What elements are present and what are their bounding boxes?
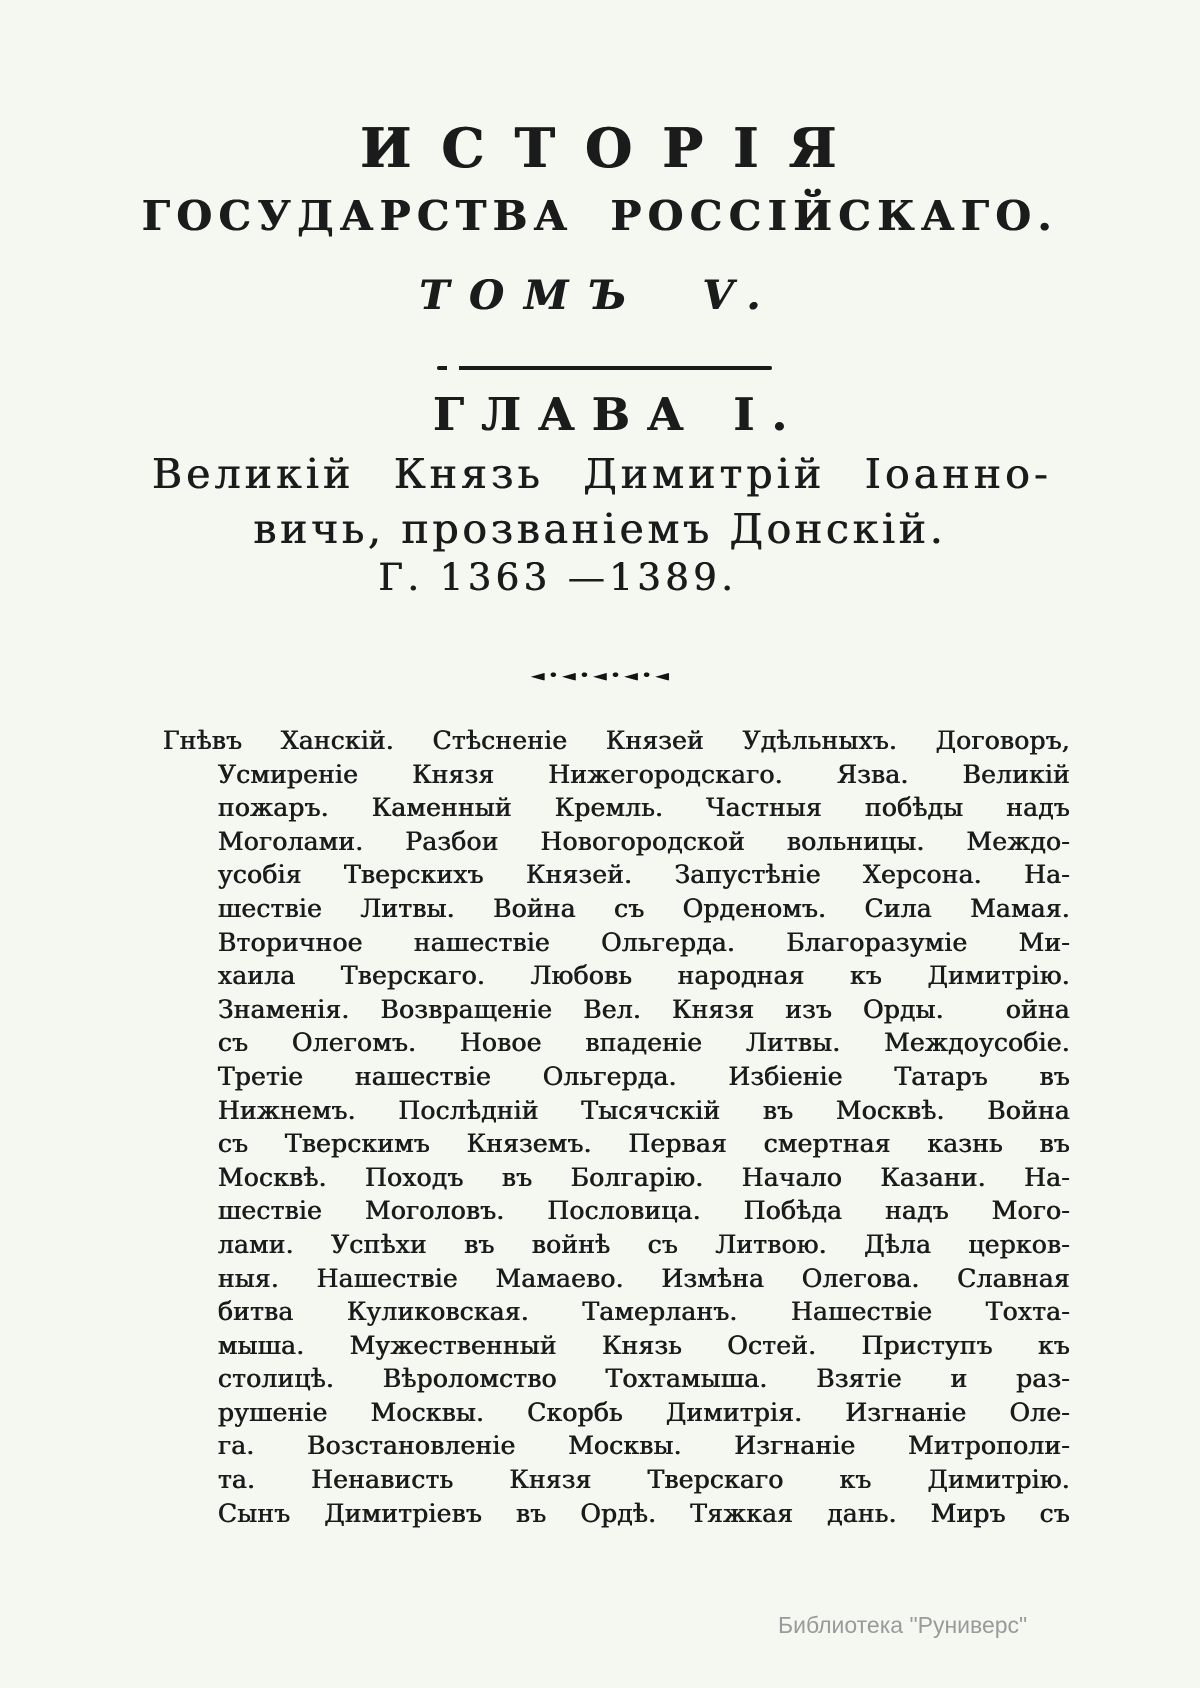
ornament-divider-icon: ◄•◄•◄•◄•◄ [531,667,673,685]
summary-line: ныя. Нашествіе Мамаево. Измѣна Олегова. Славная [218,1263,1070,1293]
summary-line: га. Возстановленіе Москвы. Изгнаніе Митрополи- [218,1431,1070,1461]
summary-line: Знаменія. Возвращеніе Вел. Князя изъ Орды. ойна [218,994,1070,1024]
summary-line: Моголами. Разбои Новогородской вольницы. Междо- [218,826,1070,856]
chapter-heading: ГЛАВА I. [433,388,805,441]
summary-line: Сынъ Димитріевъ въ Ордѣ. Тяжкая дань. Миръ съ [218,1498,1070,1528]
volume-number: ТОМЪ V. [419,272,781,319]
summary-line: шествіе Литвы. Война съ Орденомъ. Сила Мамая. [218,893,1070,923]
chapter-summary [163,724,1070,1530]
summary-line: хаила Тверскаго. Любовь народная къ Димитрію. [218,961,1070,991]
summary-line: усобія Тверскихъ Князей. Запустѣніе Херсона. На- [218,860,1070,890]
summary-line: Москвѣ. Походъ въ Болгарію. Начало Казани. На- [218,1162,1070,1192]
chapter-years: Г. 1363 —1389. [378,556,738,599]
summary-line: Гнѣвъ Ханскій. Стѣсненіе Князей Удѣльныхъ. Договоръ, [163,726,1070,755]
summary-line: рушеніе Москвы. Скорбь Димитрія. Изгнаніе Оле- [218,1397,1070,1427]
work-subtitle: ГОСУДАРСТВА РОССІЙСКАГО. [141,192,1059,240]
chapter-title-line-1: Великій Князь Димитрій Іоанно- [152,450,1052,498]
summary-line: пожаръ. Каменный Кремль. Частныя побѣды надъ [218,793,1070,823]
summary-line: мыша. Мужественный Князь Остей. Приступъ къ [218,1330,1070,1360]
summary-line: шествіе Моголовъ. Пословица. Побѣда надъ Мого- [218,1196,1070,1226]
summary-line: Вторичное нашествіе Ольгерда. Благоразуміе Ми- [218,927,1070,957]
work-title: ИСТОРІЯ [360,116,867,180]
summary-line: лами. Успѣхи въ войнѣ съ Литвою. Дѣла церков- [218,1229,1070,1259]
chapter-title-line-2: вичь, прозваніемъ Донскій. [253,505,947,553]
summary-line: столицѣ. Вѣроломство Тохтамыша. Взятіе и раз- [218,1364,1070,1394]
summary-line: битва Куликовская. Тамерланъ. Нашествіе Тохта- [218,1297,1070,1327]
summary-line: та. Ненависть Князя Тверскаго къ Димитрію. [218,1465,1070,1495]
summary-line: Усмиреніе Князя Нижегородскаго. Язва. Великій [218,759,1070,789]
horizontal-rule [437,366,772,370]
summary-line: Нижнемъ. Послѣдній Тысячскій въ Москвѣ. Война [218,1095,1070,1125]
library-watermark: Библиотека "Руниверс" [778,1612,1028,1638]
summary-line: съ Тверскимъ Княземъ. Первая смертная казнь въ [218,1129,1070,1159]
summary-line: Третіе нашествіе Ольгерда. Избіеніе Татаръ въ [218,1061,1070,1091]
summary-line: съ Олегомъ. Новое впаденіе Литвы. Междоусобіе. [218,1028,1070,1058]
